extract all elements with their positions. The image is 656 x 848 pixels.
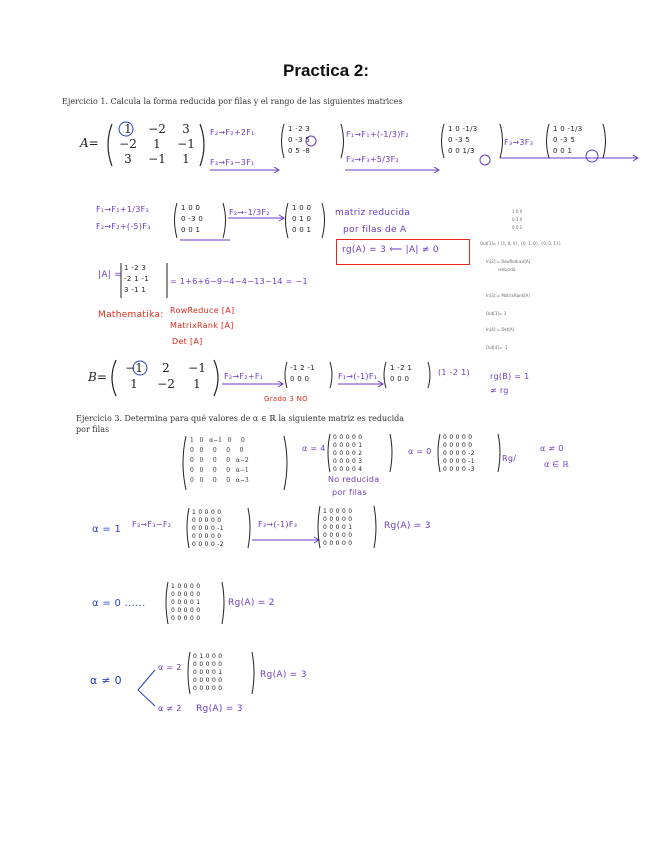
matrix-a-row: [114, 122, 202, 137]
case1-matrix-1-row: 0 0 0 0 -1: [192, 525, 224, 532]
case2-matrix-row: 0 0 0 0 0: [171, 591, 201, 598]
alpha0-matrix-row: 0 0 0 0 0: [443, 442, 473, 449]
alpha4-matrix-row: 0 0 0 0 1: [333, 442, 363, 449]
op-row2-f1: F₁→F₁+1/3F₃: [96, 205, 150, 214]
matrix-b: [118, 360, 214, 392]
stepb3: (1 -2 1): [438, 368, 470, 377]
case1-rank: Rg(A) = 3: [384, 521, 431, 531]
case3-matrix-row: 0 0 0 0 1: [193, 669, 223, 676]
alpha4-matrix-row: 0 0 0 0 4: [333, 466, 363, 473]
alpha4-matrix-row: 0 0 0 0 2: [333, 450, 363, 457]
case2-matrix-row: 0 0 0 0 0: [171, 615, 201, 622]
ex3-row: 0 0 0 0 0: [190, 447, 244, 454]
matrix-a-cell: 3: [182, 122, 190, 136]
cmd-matrixrank: MatrixRank [A]: [170, 321, 234, 330]
matrix-a-cell: 1: [153, 137, 161, 151]
stepb2-row: 1 -2 1: [390, 364, 413, 372]
case1-matrix-1: [192, 509, 224, 549]
step2-matrix: [448, 124, 478, 157]
alpha0-matrix-row: 0 0 0 0 -2: [443, 450, 475, 457]
alpha0-matrix-row: 0 0 0 0 -1: [443, 458, 475, 465]
stepb2-row: 0 0 0: [390, 375, 410, 383]
rank-b: rg(B) = 1: [490, 372, 530, 381]
case3-matrix-row: 0 0 0 0 0: [193, 685, 223, 692]
reduced-note-1: matriz reducida: [335, 208, 411, 218]
step5-matrix: [292, 203, 311, 236]
mathematica-panel: [480, 205, 630, 355]
case3-b-rank: Rg(A) = 3: [196, 704, 243, 714]
op-f3c: F₃→3F₃: [504, 138, 534, 147]
ex3-row: 0 0 0 0 α−2: [190, 457, 249, 464]
case2-label: α = 0 ......: [92, 598, 146, 609]
rank-a: rg(A) = 3 ⟸ |A| ≠ 0: [342, 245, 439, 255]
det-row: -2 1 -1: [124, 275, 149, 283]
step4-row: 0 0 1: [181, 226, 201, 234]
alpha0-result: Rg/: [502, 454, 517, 463]
alpha4-note-1: No reducida: [328, 475, 380, 484]
ex3-matrix: [190, 436, 249, 486]
matrix-b-row: [118, 360, 214, 376]
case3-matrix-row: 0 0 0 0 0: [193, 677, 223, 684]
panel-line: 0 0 1: [512, 225, 523, 230]
op-row2-f2b: F₂→-1/3F₂: [229, 208, 270, 217]
step4-row: 1 0 0: [181, 204, 201, 212]
case3-a: α = 2: [158, 663, 182, 672]
ex3-row: 0 0 0 0 α−3: [190, 477, 249, 484]
stepb1-row: 0 0 0: [290, 375, 310, 383]
stepb2-matrix: [390, 363, 412, 385]
stepb1-matrix: [290, 363, 315, 385]
matrix-a-cell: −2: [119, 137, 137, 151]
cmd-det: Det [A]: [172, 337, 203, 346]
alpha4: α = 4: [302, 444, 326, 453]
panel-out1: Out[1]= {{1, 0, 0}, {0, 1, 0}, {0, 0, 1}}: [480, 241, 562, 246]
det-matrix: [124, 263, 149, 296]
step1-row: 0 -3 5: [288, 136, 311, 144]
matrix-a-cell: −1: [148, 152, 166, 166]
det-row: 3 -1 1: [124, 286, 147, 294]
matrix-b-cell: −1: [125, 361, 143, 375]
case1-matrix-2-row: 0 0 0 0 0: [323, 532, 353, 539]
case3-matrix: [193, 653, 222, 693]
panel-line: 0 1 0: [512, 217, 523, 222]
matrix-b-cell: 1: [130, 377, 138, 391]
panel-in2: In[2]:= RowReduce[A]: [486, 259, 531, 264]
case2-matrix-row: 0 0 0 0 1: [171, 599, 201, 606]
step1-row: 1 -2 3: [288, 125, 311, 133]
step5-row: 0 1 0: [292, 215, 312, 223]
alpha-ne0-sub: α ∈ ℝ: [544, 460, 570, 469]
op-f1: F₁→F₁+(-1/3)F₂: [346, 130, 410, 139]
matrix-a-row: [114, 137, 202, 152]
case1-matrix-2-row: 1 0 0 0 0: [323, 508, 353, 515]
matrix-b-cell: 1: [193, 377, 201, 391]
case3-a-rank: Rg(A) = 3: [260, 670, 307, 680]
step4-matrix: [181, 203, 203, 236]
cmd-rowreduce: RowReduce [A]: [170, 306, 235, 315]
op-b1: F₂→F₂+F₁: [224, 372, 264, 381]
case1-matrix-1-row: 0 0 0 0 0: [192, 517, 222, 524]
step2-row: 0 0 1/3: [448, 147, 475, 155]
case2-matrix-row: 0 0 0 0 0: [171, 607, 201, 614]
step5-row: 0 0 1: [292, 226, 312, 234]
case1-matrix-1-row: 0 0 0 0 -2: [192, 541, 224, 548]
op-f3: F₃→F₃−3F₁: [210, 158, 255, 167]
case3-matrix-row: 0 1 0 0 0: [193, 653, 223, 660]
matrix-b-label: B=: [88, 370, 107, 384]
panel-in3: In[3]:= MatrixRank[A]: [486, 293, 530, 298]
case2-matrix-row: 1 0 0 0 0: [171, 583, 201, 590]
case2-matrix: [171, 583, 200, 623]
op-row2-f2: F₂→F₂+(-5)F₃: [96, 222, 151, 231]
step4-row: 0 -3 0: [181, 215, 204, 223]
case1-matrix-2-row: 0 0 0 0 0: [323, 540, 353, 547]
alpha0: α = 0: [408, 447, 432, 456]
alpha4-matrix-row: 0 0 0 0 0: [333, 434, 363, 441]
panel-out3: Out[3]= 3: [486, 311, 507, 316]
alpha0-matrix-row: 0 0 0 0 0: [443, 434, 473, 441]
panel-out2: reducida: [498, 267, 516, 272]
panel-out4: Out[4]= -1: [486, 345, 508, 350]
alpha-ne0: α ≠ 0: [540, 444, 564, 453]
step2-row: 0 -3 5: [448, 136, 471, 144]
step1-matrix: [288, 124, 310, 157]
ex3-row: 1 0 α−1 0 0: [190, 437, 245, 444]
alpha4-matrix: [333, 434, 362, 474]
matrix-b-cell: −1: [188, 361, 206, 375]
step2-row: 1 0 -1/3: [448, 125, 478, 133]
case1-matrix-1-row: 0 0 0 0 0: [192, 533, 222, 540]
stepb1-row: -1 2 -1: [290, 364, 315, 372]
matrix-a-cell: 3: [124, 152, 132, 166]
matrix-a-cell: −2: [148, 122, 166, 136]
matrix-a-cell: 1: [124, 122, 132, 136]
step3-row: 1 0 -1/3: [553, 125, 583, 133]
case2-rank: Rg(A) = 2: [228, 598, 275, 608]
step3-matrix: [553, 124, 583, 157]
matrix-a-label: A=: [80, 136, 99, 150]
case1-op-b: F₃→(-1)F₃: [258, 520, 298, 529]
mathematica-label: Mathematika:: [98, 310, 164, 320]
det-label: |A| =: [98, 270, 123, 280]
det-row: 1 -2 3: [124, 264, 147, 272]
case3-matrix-row: 0 0 0 0 0: [193, 661, 223, 668]
alpha0-matrix-row: 0 0 0 0 -3: [443, 466, 475, 473]
alpha4-note-2: por filas: [332, 488, 367, 497]
op-f2: F₂→F₂+2F₁: [210, 128, 255, 137]
ex3-row: 0 0 0 0 α−1: [190, 467, 249, 474]
step3-row: 0 0 1: [553, 147, 573, 155]
case1-matrix-2-row: 0 0 0 0 0: [323, 516, 353, 523]
matrix-a-row: [114, 152, 202, 167]
op-b2: F₁→(-1)F₁: [338, 372, 378, 381]
step1-row: 0 5 -8: [288, 147, 311, 155]
op-f3b: F₃→F₃+5/3F₂: [346, 155, 400, 164]
panel-line: 1 0 0: [512, 209, 523, 214]
matrix-b-cell: −2: [157, 377, 175, 391]
matrix-a-cell: 1: [182, 152, 190, 166]
matrix-a-cell: −1: [177, 137, 195, 151]
matrix-a: [114, 122, 202, 167]
case1-label: α = 1: [92, 524, 122, 535]
case3-label: α ≠ 0: [90, 674, 122, 687]
case1-matrix-2: [323, 508, 352, 548]
matrix-b-row: [118, 376, 214, 392]
step5-row: 1 0 0: [292, 204, 312, 212]
rank-b-2: ≠ rg: [490, 386, 509, 395]
alpha4-matrix-row: 0 0 0 0 3: [333, 458, 363, 465]
exercise-1-statement: Ejercicio 1. Calcula la forma reducida por filas y el rango de las siguientes matrices: [62, 97, 403, 106]
exercise-3-statement: Ejercicio 3. Determina para qué valores de α ∈ ℝ la siguiente matriz es reducida: [76, 414, 405, 423]
det-result: = 1+6+6−9−4−4−13−14 = −1: [170, 277, 308, 286]
case1-matrix-2-row: 0 0 0 0 1: [323, 524, 353, 531]
matrix-b-cell: 2: [162, 361, 170, 375]
step3-row: 0 -3 5: [553, 136, 576, 144]
exercise-3-statement-2: por filas: [76, 425, 110, 434]
case3-b: α ≠ 2: [158, 704, 182, 713]
case1-op-a: F₃→F₃−F₂: [132, 520, 172, 529]
reduced-note-2: por filas de A: [343, 225, 407, 235]
alpha0-matrix: [443, 434, 475, 474]
grado-note: Grado 3 NO: [264, 395, 308, 403]
panel-in4: In[4]:= Det[A]: [486, 327, 515, 332]
page-title: Practica 2:: [283, 61, 369, 80]
case1-matrix-1-row: 1 0 0 0 0: [192, 509, 222, 516]
